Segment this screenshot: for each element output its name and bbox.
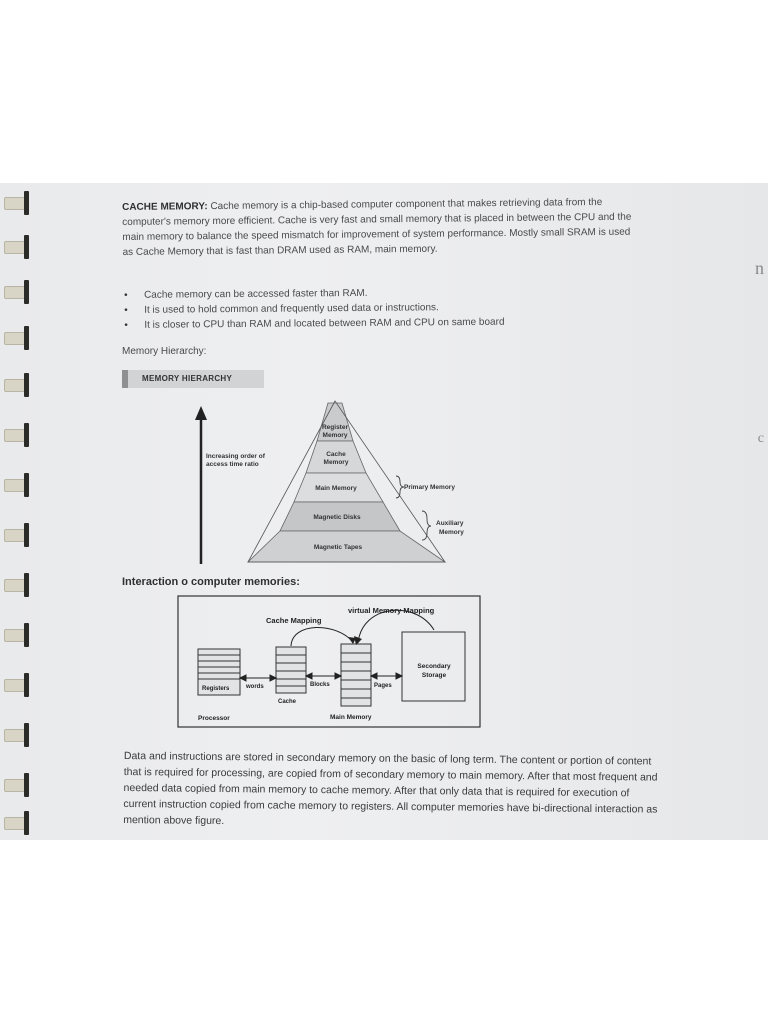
processor-label: Processor bbox=[198, 715, 230, 722]
cache-mapping-label: Cache Mapping bbox=[266, 616, 322, 625]
binding-ring bbox=[4, 373, 30, 397]
words-arrow-icon bbox=[240, 675, 276, 681]
interaction-heading: Interaction o computer memories: bbox=[122, 576, 300, 588]
memory-hierarchy-label: Memory Hierarchy: bbox=[122, 346, 207, 357]
auxiliary-memory-label: Memory bbox=[439, 529, 464, 536]
main-memory-stack bbox=[341, 644, 371, 706]
cache-memory-paragraph bbox=[122, 195, 643, 260]
pages-label: Pages bbox=[374, 683, 392, 689]
primary-memory-label: Primary Memory bbox=[404, 484, 455, 491]
pyramid-label: Memory bbox=[323, 459, 349, 466]
bullet-list bbox=[122, 283, 642, 333]
pages-arrow-icon bbox=[371, 673, 402, 679]
list-item: • It is used to hold common and frequently used data or instructions. bbox=[122, 298, 642, 318]
auxiliary-memory-label: Auxiliary bbox=[436, 520, 464, 527]
spiral-binding bbox=[0, 183, 40, 840]
binding-ring bbox=[4, 280, 30, 304]
section-heading: CACHE MEMORY: bbox=[122, 201, 208, 213]
arrow-head-icon bbox=[195, 406, 207, 420]
closing-paragraph: Data and instructions are stored in secondary memory on the basic of long term. The content or portion of content that is required for processing, are copied from of secondary memory to main memory. After that most frequent and needed data copied from main memory to cache memory. After that only data that is required for execution of current instruction copied from cache memory to registers. All computer memories have bi-directional interaction as mention above figure. bbox=[123, 749, 658, 828]
binding-ring bbox=[4, 523, 30, 547]
main-memory-label: Main Memory bbox=[330, 714, 372, 721]
edge-glyph: c bbox=[757, 431, 764, 446]
auxiliary-brace-icon bbox=[422, 511, 431, 540]
blocks-label: Blocks bbox=[310, 682, 330, 688]
edge-glyph: n bbox=[755, 258, 764, 278]
blocks-arrow-icon bbox=[306, 673, 341, 679]
words-label: words bbox=[246, 684, 264, 690]
tag-marker bbox=[122, 370, 128, 388]
binding-ring bbox=[4, 673, 30, 697]
binding-ring bbox=[4, 326, 30, 350]
pyramid-label: Magnetic Disks bbox=[313, 514, 361, 521]
pyramid-label: Register bbox=[321, 424, 349, 431]
pyramid-label: Magnetic Tapes bbox=[313, 544, 363, 551]
memory-interaction-figure bbox=[176, 592, 484, 732]
binding-ring bbox=[4, 191, 30, 215]
cache-mapping-curve bbox=[291, 627, 353, 646]
binding-ring bbox=[4, 723, 30, 747]
cache-stack bbox=[276, 647, 306, 693]
secondary-storage-label: Storage bbox=[421, 672, 447, 679]
binding-ring bbox=[4, 811, 30, 835]
pyramid-label: Main Memory bbox=[315, 485, 357, 492]
section-body: Cache memory is a chip-based computer component that makes retrieving data from the computer's memory more efficient. Cache is very fast and small memory that is placed in between the CPU and the main memory to balance the speed mismatch for improvement of system performance. Mostly small SRAM is used as Cache Memory that is fast than DRAM used as RAM, main memory. bbox=[122, 196, 632, 258]
arrow-label: access time ratio bbox=[206, 461, 259, 468]
cache-label: Cache bbox=[278, 699, 297, 705]
tag-label: MEMORY HIERARCHY bbox=[142, 374, 233, 383]
binding-ring bbox=[4, 235, 30, 259]
list-item: • It is closer to CPU than RAM and located between RAM and CPU on same board bbox=[122, 313, 642, 333]
binding-ring bbox=[4, 423, 30, 447]
registers-label: Registers bbox=[202, 686, 230, 692]
memory-hierarchy-tag bbox=[122, 370, 264, 388]
arrow-label: Increasing order of bbox=[206, 453, 265, 460]
binding-ring bbox=[4, 773, 30, 797]
pyramid-label: Cache bbox=[326, 451, 346, 458]
binding-ring bbox=[4, 573, 30, 597]
primary-brace-icon bbox=[396, 476, 404, 498]
memory-hierarchy-figure bbox=[190, 398, 490, 570]
virtual-memory-mapping-label: virtual Memory Mapping bbox=[348, 606, 435, 615]
secondary-storage-label: Secondary bbox=[417, 663, 451, 670]
binding-ring bbox=[4, 623, 30, 647]
binding-ring bbox=[4, 473, 30, 497]
list-item: • Cache memory can be accessed faster than RAM. bbox=[122, 283, 642, 303]
pyramid-label: Memory bbox=[322, 432, 348, 439]
